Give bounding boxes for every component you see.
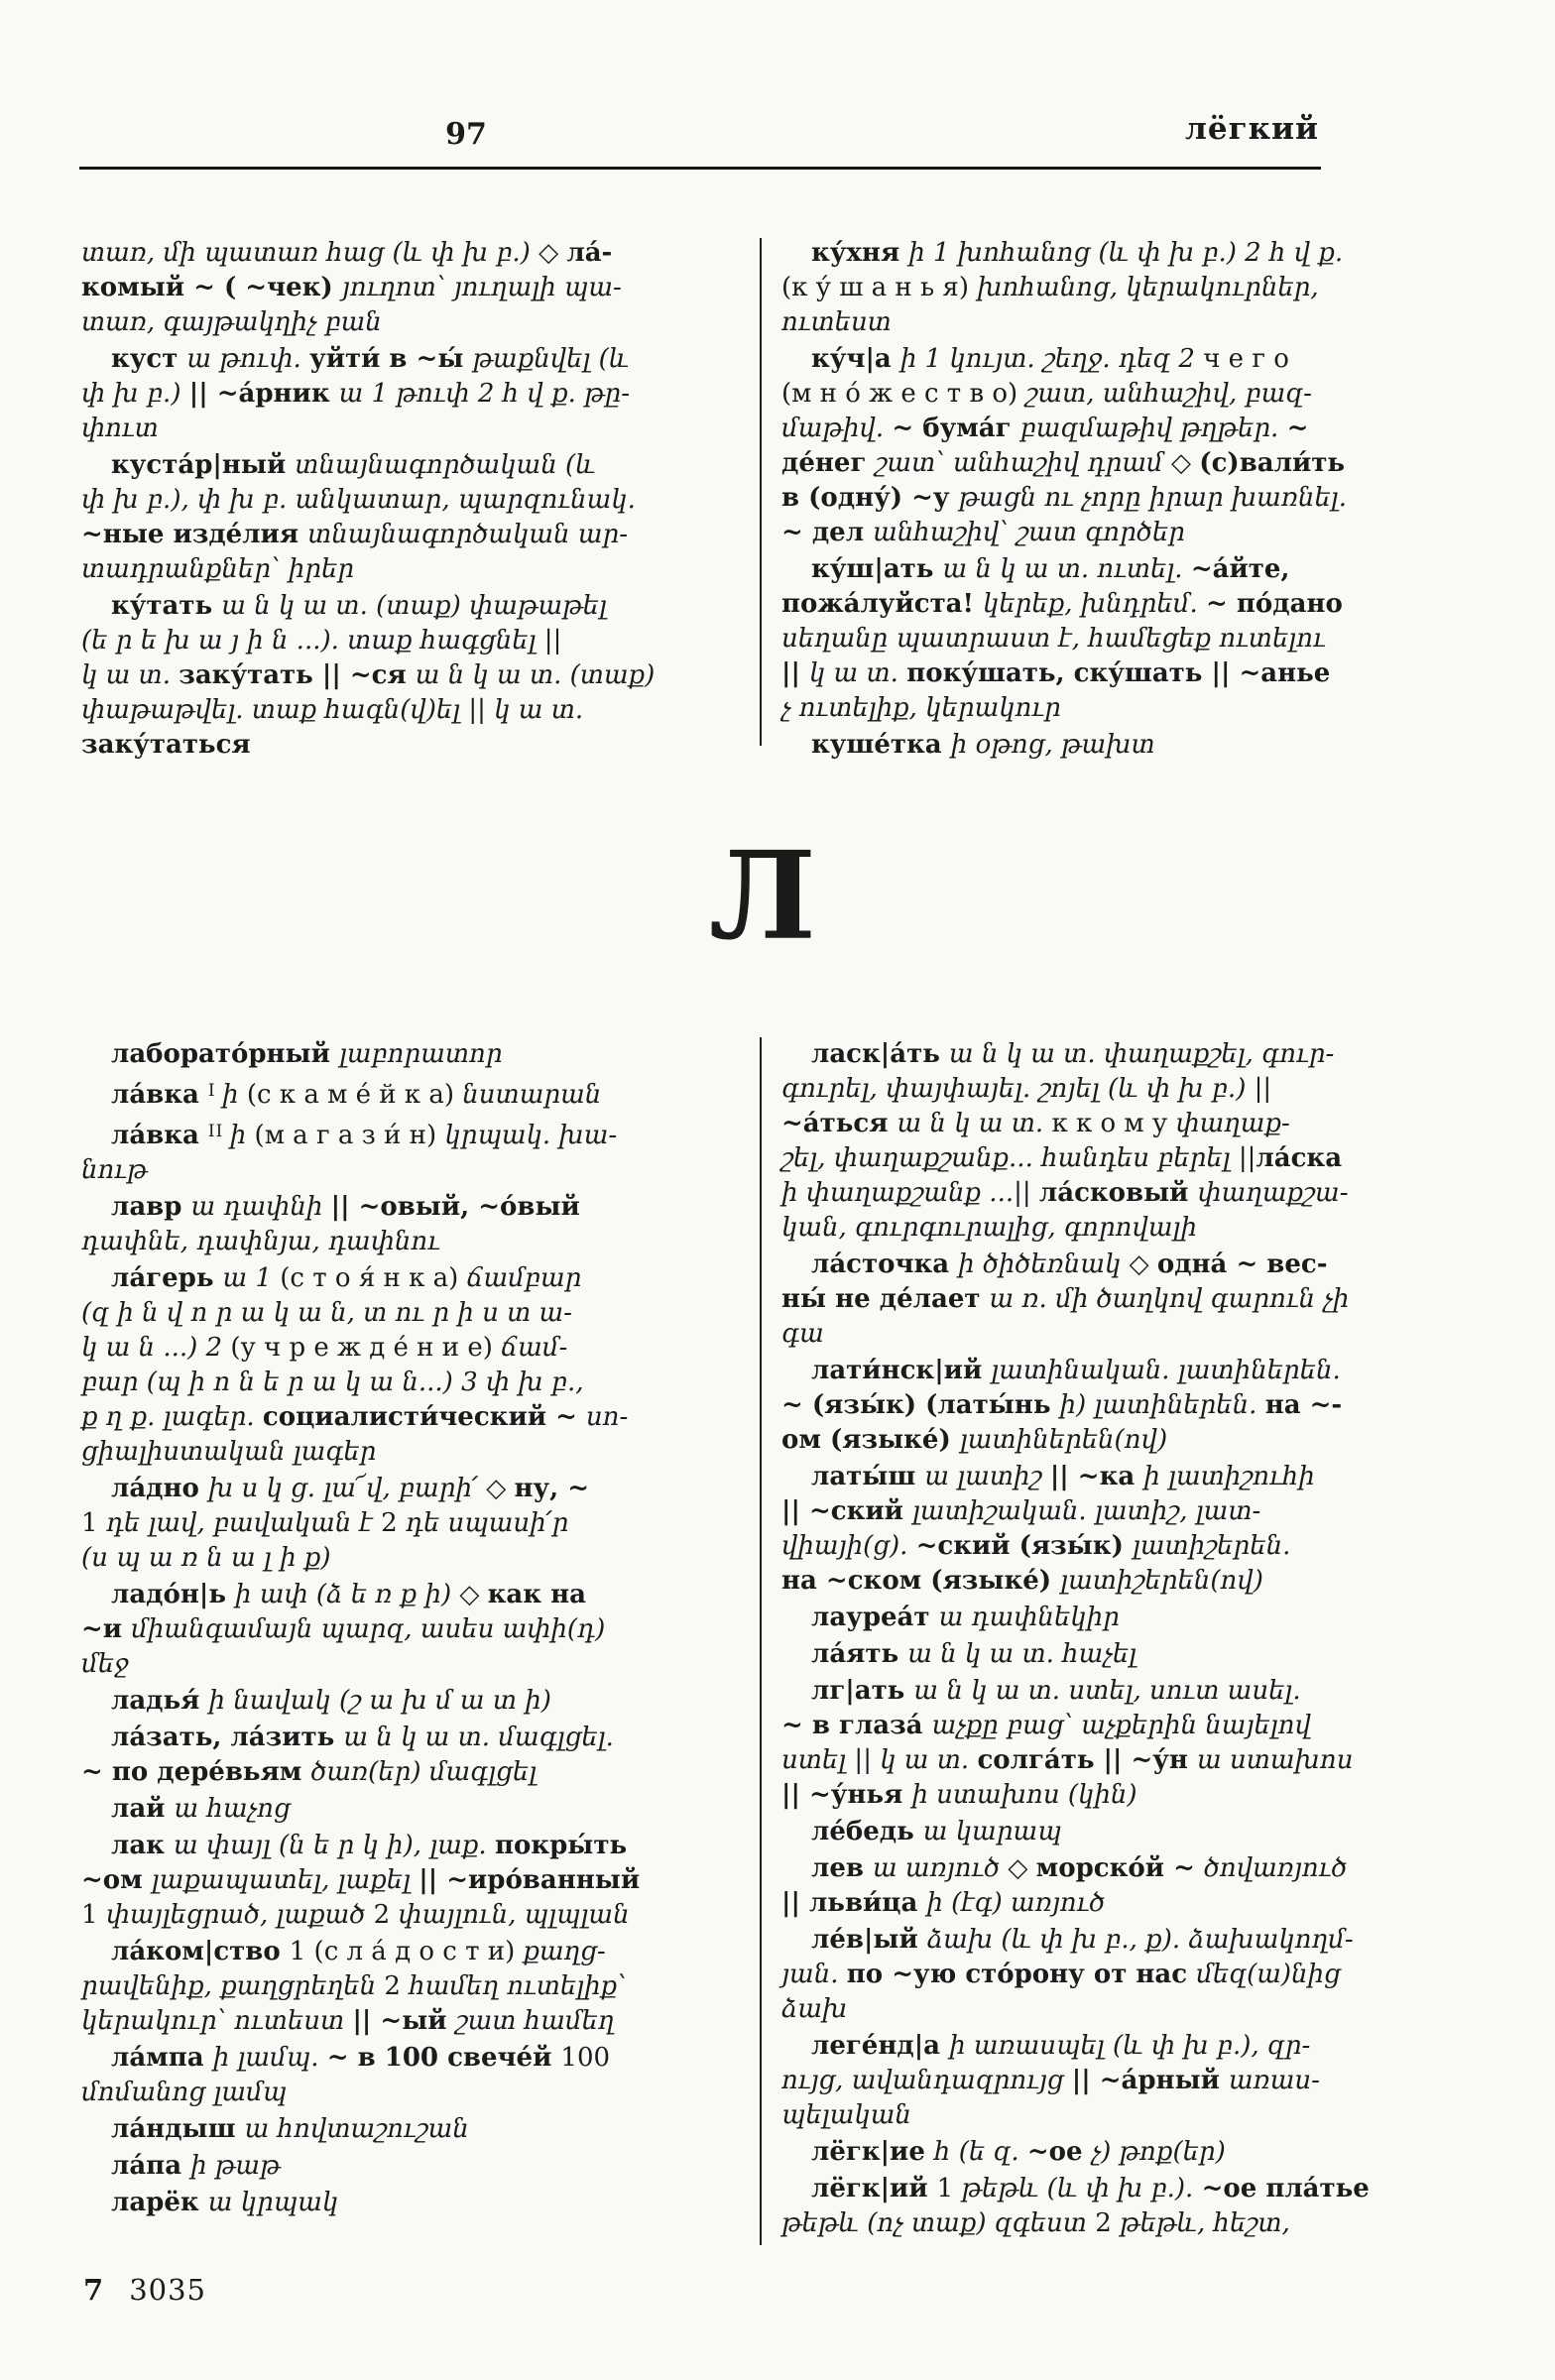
entry-text-run: де́нег — [781, 448, 876, 478]
bottom-right-column — [781, 1037, 1452, 2243]
entry-text-run: փ խ բ.), փ խ բ. անկատար, պարզունակ. — [81, 485, 636, 515]
entry-text-run: || льви́ца — [781, 1888, 927, 1918]
entry-text-run: лёгк|ие — [811, 2137, 934, 2167]
entry-text-run: ա ն կ ա տ. — [897, 1109, 1052, 1138]
entry-text-run: ստել || կ ա տ. — [781, 1745, 978, 1775]
entry-text-run: ծառ(եր) մագլցել — [310, 1757, 538, 1787]
entry-text-run: կ ա ն ...) 2 — [81, 1333, 231, 1363]
entry-text-run: лак — [111, 1831, 175, 1860]
entry-text-run: թացն ու չորը իրար խառնել. — [958, 483, 1347, 513]
entry-text-run: կերակուր՝ ուտեստ — [81, 2006, 353, 2036]
entry-text-run: (с т о я́ н к а) — [280, 1263, 467, 1293]
entry-text-run: շատ, անհաշիվ, բազ- — [1025, 379, 1312, 409]
entry-text-run: II — [207, 1122, 230, 1141]
entry-text-run: латы́ш — [811, 1462, 925, 1491]
entry-text-run: лавр — [111, 1192, 191, 1222]
running-headword: лёгкий — [1185, 111, 1319, 147]
page-number: 97 — [445, 117, 487, 152]
entry-text-run: (к у́ ш а н ь я) — [781, 273, 978, 302]
section-letter: Л — [709, 824, 816, 967]
entry-text-run: ла́сточка — [811, 1250, 959, 1279]
entry-text-run: лати́нск|ий — [811, 1356, 992, 1385]
dictionary-entry — [781, 2135, 1452, 2170]
entry-text-run: || ~иро́ванный — [419, 1865, 641, 1895]
entry-text-run: (м н о́ ж е с т в о) — [781, 379, 1026, 409]
entry-text-run: ի) լատիներեն. — [1059, 1390, 1265, 1420]
entry-text-run: ладо́н|ь — [111, 1580, 236, 1609]
entry-text-run: одна́ ~ вес- — [1156, 1250, 1328, 1279]
entry-text-run: ◇ — [459, 1580, 488, 1609]
entry-text-run: կան, գուրգուրալից, գորովալի — [781, 1213, 1197, 1243]
entry-text-run: ի փաղաքշանք ...|| — [781, 1178, 1039, 1208]
entry-text-run: թեթև, հեշտ, — [1120, 2208, 1290, 2238]
entry-text-run: лаборато́рный — [111, 1039, 339, 1069]
entry-text-run: ла́ком|ство — [111, 1937, 290, 1966]
entry-text-run: ծովառյուծ — [1203, 1853, 1348, 1883]
entry-text-run: խ ս կ ց. լա՜վ, բարի՛ — [207, 1474, 487, 1503]
page-footer — [83, 2273, 206, 2307]
entry-text-run: կ ա տ. — [808, 658, 907, 688]
entry-text-run: չ ուտելիք, կերակուր — [781, 693, 1061, 723]
entry-text-run: ла́зать, ла́зить — [111, 1723, 344, 1752]
entry-text-run: ա ռ. մի ծաղկով գարուն չի — [989, 1284, 1350, 1314]
dictionary-entry — [781, 1674, 1452, 1813]
entry-text-run: կերեք, խնդրեմ. — [983, 589, 1207, 619]
entry-text-run: покры́ть — [494, 1831, 628, 1860]
top-right-column — [781, 236, 1452, 765]
entry-text-run: ку́хня — [811, 238, 909, 268]
dictionary-entry — [781, 2029, 1452, 2133]
entry-text-run: уйти́ в ~ы́ — [309, 344, 473, 374]
entry-text-run: ա փայլ (ն ե ր կ ի), լաք. — [174, 1831, 495, 1860]
entry-text-run: (у ч р е ж д е́ н и е) — [230, 1333, 502, 1363]
entry-text-run: անհաշիվ՝ շատ գործեր — [873, 518, 1185, 547]
entry-text-run: в (одну́) ~у — [781, 483, 959, 513]
dictionary-entry — [781, 342, 1452, 550]
dictionary-entry — [81, 589, 744, 763]
dictionary-entry — [81, 1829, 744, 1933]
entry-text-run: комый ~ ( ~чек) — [81, 273, 342, 302]
entry-text-run: лёгк|ий — [811, 2174, 937, 2203]
entry-text-run: заку́тать || ~ся — [179, 660, 416, 690]
entry-text-run: || ~ка — [1049, 1462, 1144, 1491]
entry-text-run: լաբորատոր — [338, 1039, 503, 1069]
entry-text-run: ցիալիստական լագեր — [81, 1437, 377, 1467]
entry-text-run: ի ծիծեռնակ — [958, 1250, 1130, 1279]
entry-text-run: ласк|а́ть — [811, 1039, 949, 1069]
entry-text-run: ~ое пла́тье — [1201, 2174, 1370, 2203]
column-divider-rule-top — [760, 238, 762, 746]
entry-text-run: դե լավ, բավական է — [105, 1508, 382, 1538]
entry-text-run: ~а́йте, — [1190, 554, 1290, 584]
dictionary-entry — [81, 1037, 744, 1072]
entry-text-run: || ~овый, ~о́вый — [330, 1192, 580, 1222]
entry-text-run: ա ն կ ա տ. ստել, սուտ ասել. — [913, 1676, 1301, 1706]
entry-text-run: ա ն կ ա տ. (տաք) փաթաթել — [221, 591, 607, 621]
dictionary-entry — [781, 552, 1452, 726]
entry-text-run: խոհանոց, կերակուրներ, — [977, 273, 1319, 302]
entry-text-run: 1 (с л а́ д о с т и) — [289, 1937, 524, 1966]
entry-text-run: поку́шать, ску́шать || ~анье — [906, 658, 1331, 688]
dictionary-entry — [81, 1792, 744, 1827]
entry-text-run: ~ский (язы́к) — [915, 1531, 1133, 1561]
entry-text-run: 2 — [373, 1900, 399, 1930]
entry-text-run: ларёк — [111, 2188, 208, 2217]
entry-text-run: ա ն կ ա տ. հաչել — [907, 1639, 1137, 1669]
entry-text-run: солга́ть || ~у́н — [977, 1745, 1198, 1775]
entry-text-run: морско́й ~ — [1035, 1853, 1204, 1883]
header-rule — [79, 167, 1321, 170]
dictionary-entry — [81, 1578, 744, 1682]
entry-text-run: ~ (язы́к) (латы́нь — [781, 1390, 1060, 1420]
entry-text-run: կ ա տ. — [81, 660, 179, 690]
entry-text-run: ի օթոց, թախտ — [950, 730, 1155, 760]
entry-text-run: յան. — [781, 1960, 847, 1989]
entry-text-run: ~ом — [81, 1865, 152, 1895]
dictionary-entry — [781, 1637, 1452, 1672]
entry-text-run: ա կարապ — [922, 1817, 1062, 1846]
entry-text-run: ла́вка — [111, 1080, 208, 1110]
entry-text-run: փ խ բ.) — [81, 379, 189, 409]
entry-text-run: ա դափնի — [190, 1192, 331, 1222]
entry-text-run: ա թուփ. — [186, 344, 310, 374]
entry-text-run: ա լատիշ — [924, 1462, 1050, 1491]
entry-text-run: ք ղ ք. լագեր. — [81, 1402, 263, 1432]
entry-text-run: փայլուն, պլպլան — [398, 1900, 630, 1930]
dictionary-entry — [781, 1460, 1452, 1599]
entry-text-run: ле́бедь — [811, 1817, 923, 1846]
entry-text-run: || ~ый — [352, 2006, 456, 2036]
entry-text-run: ուտեստ — [781, 307, 892, 337]
entry-text-run: ի — [222, 1080, 247, 1110]
entry-text-run: ա հովտաշուշան — [244, 2114, 469, 2144]
entry-text-run: ա ն կ ա տ. մագլցել. — [343, 1723, 614, 1752]
entry-text-run: ույց, ավանդազրույց — [781, 2066, 1072, 2095]
entry-text-run: բազմաթիվ թղթեր. — [1019, 414, 1287, 443]
entry-text-run: ла́ндыш — [111, 2114, 245, 2144]
entry-text-run: лауреа́т — [811, 1603, 939, 1632]
entry-text-run: թաքնվել (և — [472, 344, 630, 374]
entry-text-run: ла́ска — [1256, 1143, 1343, 1173]
entry-text-run: ла́вка — [111, 1121, 208, 1150]
entry-text-run: գուրել, փայփայել. շոյել (և փ խ բ.) || — [781, 1074, 1272, 1104]
dictionary-entry — [81, 448, 744, 587]
entry-text-run: ◇ — [538, 238, 567, 268]
entry-text-run: 1 — [936, 2174, 962, 2203]
dictionary-entry — [781, 1037, 1452, 1246]
dictionary-entry — [81, 2112, 744, 2147]
entry-text-run: ձախ — [781, 1994, 848, 2024]
entry-text-run: ի (էգ) առյուծ — [926, 1888, 1106, 1918]
dictionary-entry — [81, 1074, 744, 1113]
entry-text-run: նստարան — [462, 1080, 602, 1110]
entry-text-run: ну, ~ — [514, 1474, 590, 1503]
entry-text-run: ◇ — [1129, 1250, 1157, 1279]
entry-text-run: ի 1 խոհանոց (և փ խ բ.) 2 հ վ ք. — [908, 238, 1344, 268]
dictionary-entry — [781, 1601, 1452, 1635]
entry-text-run: գա — [781, 1319, 824, 1349]
dictionary-entry — [81, 1684, 744, 1719]
entry-text-run: միանգամայն պարզ, ասես ափի(դ) — [131, 1614, 606, 1644]
dictionary-entry — [81, 2149, 744, 2184]
entry-text-run: лг|ать — [811, 1676, 914, 1706]
entry-text-run: 1 — [81, 1900, 106, 1930]
entry-text-run: ла́ять — [811, 1639, 908, 1669]
entry-text-run: աչքը բաց՝ աչքերին նայելով — [931, 1711, 1312, 1740]
entry-text-run: փաթաթվել. տաք հագն(վ)ել || կ ա տ. — [81, 695, 584, 725]
entry-text-run: մոմանոց լամպ — [81, 2078, 288, 2107]
entry-text-run: 1 — [81, 1508, 106, 1538]
entry-text-run: ◇ — [1171, 448, 1200, 478]
entry-text-run: ~ — [1286, 414, 1309, 443]
entry-text-run: լաքապատել, լաքել — [151, 1865, 419, 1895]
entry-text-run: ա ն կ ա տ. (տաք) — [415, 660, 656, 690]
entry-text-run: || — [781, 658, 809, 688]
dictionary-entry — [781, 1248, 1452, 1352]
entry-text-run: || ~а́рник — [188, 379, 339, 409]
entry-text-run: փուտ — [81, 414, 159, 443]
entry-text-run: քաղց- — [523, 1937, 606, 1966]
entry-text-run: (ս պ ա ռ ն ա լ ի ք) — [81, 1543, 331, 1573]
entry-text-run: ом (языке́) — [781, 1425, 960, 1455]
entry-text-run: մաթիվ. — [781, 414, 893, 443]
entry-text-run: ա առյուծ — [873, 1853, 1009, 1883]
entry-text-run: ~ по́дано — [1206, 589, 1343, 619]
dictionary-entry — [81, 2186, 744, 2220]
dictionary-entry — [81, 342, 744, 446]
entry-text-run: социалисти́ческий ~ — [262, 1402, 586, 1432]
entry-text-run: վիայի(ց). — [781, 1531, 916, 1561]
entry-text-run: ла́- — [566, 238, 613, 268]
entry-text-run: ку́ч|а — [811, 344, 900, 374]
entry-text-run: ~ные изде́лия — [81, 520, 308, 549]
entry-text-run: լատիշերեն. — [1132, 1531, 1291, 1561]
bottom-left-column — [81, 1037, 744, 2222]
entry-text-run: ле́в|ый — [811, 1925, 927, 1955]
entry-text-run: (с)вали́ть — [1199, 448, 1346, 478]
entry-text-run: փաղաքշա- — [1197, 1178, 1349, 1208]
dictionary-entry — [81, 1935, 744, 2039]
entry-text-run: մեզ(ա)նից — [1196, 1960, 1341, 1989]
entry-text-run: ա 1 — [222, 1263, 281, 1293]
entry-text-run: բար (պ ի ո ն ե ր ա կ ա ն...) 3 փ խ բ., — [81, 1368, 584, 1397]
entry-text-run: леге́нд|а — [811, 2031, 950, 2061]
dictionary-entry — [81, 1261, 744, 1470]
dictionary-entry — [81, 1472, 744, 1576]
entry-text-run: ~ в глаза́ — [781, 1711, 932, 1740]
entry-text-run: հ (ե զ. — [933, 2137, 1027, 2167]
entry-text-run: տնայնագործական ար- — [307, 520, 629, 549]
entry-text-run: заку́таться — [81, 730, 251, 760]
entry-text-run: 100 — [560, 2043, 611, 2073]
entry-text-run: ճամ- — [501, 1333, 568, 1363]
entry-text-run: ны́ не де́лает — [781, 1284, 990, 1314]
entry-text-run: պելական — [781, 2100, 911, 2130]
entry-text-run: տնայնագործական (և — [295, 450, 596, 480]
dictionary-entry — [781, 1815, 1452, 1849]
entry-text-run: по ~ую сто́рону от нас — [846, 1960, 1197, 1989]
column-divider-rule-bottom — [760, 1037, 762, 2245]
entry-text-run: || ~ский — [781, 1496, 912, 1526]
entry-text-run: ~ бума́г — [892, 414, 1020, 443]
entry-text-run: փաղաք- — [1175, 1109, 1290, 1138]
entry-text-run: լատիշական. լատիշ, լատ- — [911, 1496, 1261, 1526]
entry-text-run: ~а́ться — [781, 1109, 897, 1138]
entry-text-run: կրպակ. խա- — [444, 1121, 618, 1150]
dictionary-entry — [781, 1851, 1452, 1921]
entry-text-run: ա կրպակ — [207, 2188, 339, 2217]
entry-text-run: սեղանը պատրաստ է, համեցեք ուտելու — [781, 624, 1326, 654]
entry-text-run: (զ ի ն վ ո ր ա կ ա ն, տ ու ր ի ս տ ա- — [81, 1298, 572, 1328]
entry-text-run: ի լատիշուհի — [1143, 1462, 1315, 1491]
signature-number: 7 — [83, 2273, 104, 2307]
entry-text-run: րավենիք, քաղցրեղեն — [81, 1971, 385, 2001]
entry-text-run: տադրանքներ՝ իրեր — [81, 554, 355, 584]
entry-text-run: ку́ш|ать — [811, 554, 943, 584]
entry-text-run: համեղ ուտելիք՝ — [409, 1971, 627, 2001]
entry-text-run: շատ համեղ — [455, 2006, 615, 2036]
entry-text-run: ку́тать — [111, 591, 222, 621]
entry-text-run: ~ по дере́вьям — [81, 1757, 311, 1787]
entry-text-run: ի լամպ. — [212, 2043, 327, 2073]
entry-text-run: 2 — [381, 1508, 406, 1538]
entry-text-run: ի — [229, 1121, 255, 1150]
entry-text-run: թեթև (և փ խ բ.). — [961, 2174, 1202, 2203]
entry-text-run: куше́тка — [811, 730, 951, 760]
entry-text-run: 2 — [1095, 2208, 1121, 2238]
dictionary-entry — [781, 1923, 1452, 2027]
entry-text-run: как на — [487, 1580, 586, 1609]
entry-text-run: ձախ (և փ խ բ., ք). ձախակողմ- — [926, 1925, 1354, 1955]
entry-text-run: ա ստախոս — [1197, 1745, 1354, 1775]
entry-text-run: ճամբար — [466, 1263, 582, 1293]
entry-text-run: пожа́луйста! — [781, 589, 983, 619]
dictionary-entry — [781, 1354, 1452, 1458]
entry-text-run: ◇ — [486, 1474, 515, 1503]
entry-text-run: ի առասպել (և փ խ բ.), զր- — [949, 2031, 1311, 2061]
entry-text-run: ա ն կ ա տ. փաղաքշել, գուր- — [948, 1039, 1335, 1069]
entry-text-run: ла́сковый — [1038, 1178, 1198, 1208]
entry-text-run: I — [207, 1081, 223, 1101]
dictionary-entry — [81, 1721, 744, 1790]
entry-text-run: ի 1 կույտ. շեղջ. դեզ 2 — [899, 344, 1204, 374]
dictionary-entry — [781, 236, 1452, 340]
entry-text-run: մեջ — [81, 1649, 129, 1679]
entry-text-run: к к о м у — [1051, 1109, 1176, 1138]
entry-text-run: առաս- — [1229, 2066, 1320, 2095]
entry-text-run: ла́герь — [111, 1263, 223, 1293]
dictionary-entry — [81, 236, 744, 340]
entry-text-run: չ) թոք(եր) — [1091, 2137, 1226, 2167]
entry-text-run: տառ, գայթակղիչ բան — [81, 307, 382, 337]
entry-text-run: ի ափ (ձ ե ռ ք ի) — [235, 1580, 460, 1609]
top-left-column — [81, 236, 744, 765]
entry-text-run: куста́р|ный — [111, 450, 296, 480]
entry-text-run: ладья́ — [111, 1686, 209, 1716]
entry-text-run: փայլեցրած, լաքած — [105, 1900, 374, 1930]
entry-text-run: на ~ском (языке́) — [781, 1566, 1061, 1596]
entry-text-run: տառ, մի պատառ հաց (և փ խ բ.) — [81, 238, 539, 268]
entry-text-run: լատիներեն(ով) — [959, 1425, 1168, 1455]
dictionary-entry — [781, 2172, 1452, 2241]
entry-text-run: թեթև (ոչ տաք) զգեստ — [781, 2208, 1096, 2238]
entry-text-run: լատիշերեն(ով) — [1060, 1566, 1263, 1596]
entry-text-run: ◇ — [1008, 1853, 1036, 1883]
entry-text-run: (м а г а з и́ н) — [254, 1121, 445, 1150]
entry-text-run: ի թաթ — [190, 2151, 281, 2181]
dictionary-entry — [781, 728, 1452, 763]
entry-text-run: ա 1 թուփ 2 հ վ ք. թը- — [338, 379, 630, 409]
entry-text-run: դափնե, դափնյա, դափնու — [81, 1227, 440, 1256]
entry-text-run: 2 — [384, 1971, 410, 2001]
entry-text-run: ла́мпа — [111, 2043, 213, 2073]
dictionary-entry — [81, 1115, 744, 1188]
entry-text-run: (ե ր ե խ ա յ ի ն ...). տաք հագցնել || — [81, 626, 562, 655]
entry-text-run: ~и — [81, 1614, 132, 1644]
entry-text-run: || ~у́нья — [781, 1780, 912, 1810]
dictionary-entry — [81, 1190, 744, 1259]
entry-text-run: лай — [111, 1794, 175, 1824]
entry-text-run: ла́па — [111, 2151, 191, 2181]
entry-text-run: ~ в 100 свече́й — [326, 2043, 561, 2073]
entry-text-run: լատինական. լատիներեն. — [991, 1356, 1341, 1385]
entry-text-run: շել, փաղաքշանք... հանդես բերել || — [781, 1143, 1256, 1173]
entry-text-run: ~ое — [1026, 2137, 1092, 2167]
entry-text-run: на ~- — [1264, 1390, 1343, 1420]
entry-text-run: ա հաչոց — [174, 1794, 291, 1824]
entry-text-run: лев — [811, 1853, 873, 1883]
entry-text-run: ч е г о — [1203, 344, 1289, 374]
print-order-number: 3035 — [129, 2273, 206, 2307]
entry-text-run: ~ дел — [781, 518, 874, 547]
entry-text-run: դե սպասի՛ր — [405, 1508, 569, 1538]
dictionary-entry — [81, 2041, 744, 2110]
entry-text-run: ի նավակ (շ ա խ մ ա տ ի) — [208, 1686, 551, 1716]
entry-text-run: (с к а м е́ й к а) — [246, 1080, 463, 1110]
entry-text-run: յուղոտ՝ յուղալի պա- — [341, 273, 622, 302]
entry-text-run: ա ն կ ա տ. ուտել. — [942, 554, 1191, 584]
entry-text-run: սո- — [585, 1402, 629, 1432]
entry-text-run: նութ — [81, 1155, 148, 1185]
entry-text-run: куст — [111, 344, 187, 374]
entry-text-run: ա դափնեկիր — [938, 1603, 1120, 1632]
entry-text-run: ի ստախոս (կին) — [911, 1780, 1137, 1810]
entry-text-run: || ~а́рный — [1071, 2066, 1229, 2095]
entry-text-run: շատ՝ անհաշիվ դրամ — [875, 448, 1172, 478]
entry-text-run: ла́дно — [111, 1474, 208, 1503]
